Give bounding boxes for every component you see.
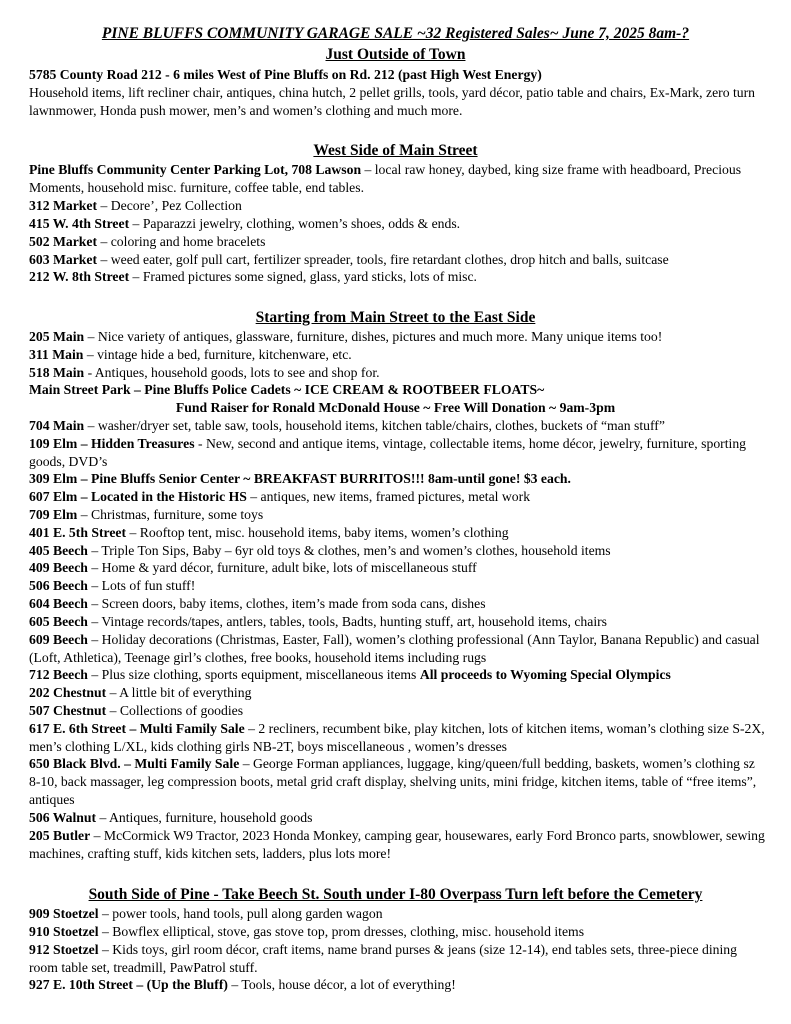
listing-address: 617 E. 6th Street – Multi Family Sale [29,721,245,736]
listing-address: 909 Stoetzel [29,906,99,921]
listing-address: 912 Stoetzel [29,942,99,957]
listing-entry [29,684,769,702]
listing-items: – Vintage records/tapes, antlers, tables, tools, Badts, hunting stuff, art, household items, chairs [87,614,608,629]
listing-address: 506 Beech [29,578,88,593]
listing-entry [29,631,769,667]
listing-address: 205 Main [29,329,85,344]
listing-address: 109 Elm – Hidden Treasures [29,436,195,451]
listing-items: – power tools, hand tools, pull along garden wagon [98,906,383,921]
listing-entry [29,941,769,977]
listing-entry [29,755,769,808]
listing-address: 609 Beech [29,632,88,647]
listing-entry [29,809,769,827]
listing-items: – Screen doors, baby items, clothes, item’s made from soda cans, dishes [87,596,486,611]
listing-address: 506 Walnut [29,810,97,825]
listing-entry [29,417,769,435]
listing-address: 927 E. 10th Street – (Up the Bluff) [29,977,228,992]
listing-items: - Antiques, household goods, lots to see and shop for. [84,365,380,380]
listing-entry [29,702,769,720]
listing-address: Pine Bluffs Community Center Parking Lot, 708 Lawson [29,162,362,177]
listing-entry [29,66,769,119]
listing-items: - New, second and antique items, vintage, collectable items, home décor, jewelry, furniture, sporting goods, DVD’s [29,436,747,469]
listing-items: – Kids toys, girl room décor, craft items, name brand purses & jeans (size 12-14), end tables sets, three-piece dining room table set, treadmill, PawPatrol stuff. [29,942,737,975]
listing-entry [29,720,769,756]
listing-items: – washer/dryer set, table saw, tools, household items, kitchen table/chairs, clothes, buckets of “man stuff” [84,418,665,433]
listing-entry [29,197,769,215]
listing-items: – Framed pictures some signed, glass, yard sticks, lots of misc. [129,269,477,284]
listing-address: 415 W. 4th Street [29,216,130,231]
listing-items: – A little bit of everything [106,685,252,700]
listing-entry [29,215,769,233]
listing-entry [29,233,769,251]
listing-entry [29,524,769,542]
listing-note: All proceeds to Wyoming Special Olympics [419,667,671,682]
listing-address: Main Street Park – Pine Bluffs Police Cadets ~ ICE CREAM & ROOTBEER FLOATS~ [29,382,545,397]
listing-items: – Paparazzi jewelry, clothing, women’s shoes, odds & ends. [129,216,461,231]
listing-entry [29,381,769,399]
listing-entry [29,328,769,346]
fundraiser-line [0,399,791,417]
listing-entry [29,905,769,923]
section-heading-outside-town: Just Outside of Town [325,46,466,63]
listing-entry [29,435,769,471]
section-heading-south-side: South Side of Pine - Take Beech St. South under I-80 Overpass Turn left before the Cemetery [88,886,703,903]
listing-address: 650 Black Blvd. – Multi Family Sale [29,756,240,771]
fundraiser-text: Fund Raiser for Ronald McDonald House ~ Free Will Donation ~ 9am-3pm [175,400,616,415]
listing-items: – Bowflex elliptical, stove, gas stove top, prom dresses, clothing, misc. household items [98,924,585,939]
listing-address: 401 E. 5th Street [29,525,127,540]
section-heading-west-side: West Side of Main Street [313,142,478,159]
listing-address: 409 Beech [29,560,88,575]
listing-items: – Antiques, furniture, household goods [96,810,313,825]
listing-items: – George Forman appliances, luggage, king/queen/full bedding, baskets, women’s clothing sz 8-10, back massager, leg compression boots, metal grid craft display, shelving units, mini fridge, kitchen items, table of “free items”, antiques [29,756,757,807]
listing-address: 607 Elm – Located in the Historic HS [29,489,247,504]
listing-items: – vintage hide a bed, furniture, kitchenware, etc. [83,347,352,362]
listing-items: – Christmas, furniture, some toys [77,507,264,522]
listing-entry [29,488,769,506]
listing-entry [29,923,769,941]
listing-items: – weed eater, golf pull cart, fertilizer spreader, tools, fire retardant clothes, drop hitch and balls, suitcase [97,252,669,267]
listing-items: – Home & yard décor, furniture, adult bike, lots of miscellaneous stuff [87,560,477,575]
listing-items: – 2 recliners, recumbent bike, play kitchen, lots of kitchen items, woman’s clothing size S-2X, men’s clothing L/XL, kids clothing girls NB-2T, boys miscellaneous , women’s dresses [29,721,765,754]
listing-items: – Plus size clothing, sports equipment, miscellaneous items [87,667,420,682]
listing-address: 202 Chestnut [29,685,107,700]
listing-entry [29,577,769,595]
listing-address: 604 Beech [29,596,88,611]
listing-items: – antiques, new items, framed pictures, metal work [246,489,531,504]
listing-entry [29,595,769,613]
listing-entry [29,161,769,197]
listing-entry [29,559,769,577]
listing-entry [29,268,769,286]
listing-address: 712 Beech [29,667,88,682]
listing-entry [29,251,769,269]
listing-entry [29,470,769,488]
listing-items: – Collections of goodies [106,703,244,718]
listing-entry [29,346,769,364]
listing-address: 405 Beech [29,543,88,558]
listing-items: – coloring and home bracelets [97,234,266,249]
listing-items: Household items, lift recliner chair, antiques, china hutch, 2 pellet grills, tools, yard décor, patio table and chairs, Ex-Mark, zero turn lawnmower, Honda push mower, men’s and women’s clothing and much more. [29,84,756,118]
listing-entry [29,506,769,524]
listing-address: 709 Elm [29,507,78,522]
listing-address: 507 Chestnut [29,703,107,718]
listing-address: 502 Market [29,234,98,249]
section-heading-east-side: Starting from Main Street to the East Side [255,309,536,326]
listing-address: 212 W. 8th Street [29,269,130,284]
listing-address: 518 Main [29,365,85,380]
listing-entry [29,976,769,994]
listing-entry [29,827,769,863]
listing-address: 5785 County Road 212 - 6 miles West of Pine Bluffs on Rd. 212 (past High West Energy) [29,67,542,82]
listing-items: – Triple Ton Sips, Baby – 6yr old toys & clothes, men’s and women’s clothes, household items [87,543,611,558]
listing-address: 309 Elm – Pine Bluffs Senior Center ~ BREAKFAST BURRITOS!!! 8am-until gone! $3 each. [29,471,571,486]
listing-entry [29,666,769,684]
listing-address: 603 Market [29,252,98,267]
listing-items: – local raw honey, daybed, king size frame with headboard, Precious Moments, household misc. furniture, coffee table, end tables. [29,162,742,195]
listing-items: – Lots of fun stuff! [87,578,196,593]
listing-address: 910 Stoetzel [29,924,99,939]
listing-items: – Decore’, Pez Collection [97,198,242,213]
listing-address: 312 Market [29,198,98,213]
listing-entry [29,613,769,631]
listing-items: – McCormick W9 Tractor, 2023 Honda Monkey, camping gear, housewares, early Ford Bronco parts, snowblower, sewing machines, crafting stuff, kids kitchen sets, ladders, plus lots more! [29,828,765,861]
listing-items: – Tools, house décor, a lot of everything! [227,977,456,992]
listing-address: 704 Main [29,418,85,433]
listing-address: 605 Beech [29,614,88,629]
listing-items: – Holiday decorations (Christmas, Easter, Fall), women’s clothing professional (Ann Taylor, Banana Republic) and casual (Loft, Athletica), Teenage girl’s clothes, free books, household items including rugs [29,632,760,665]
listing-address: 311 Main [29,347,84,362]
listing-entry [29,542,769,560]
listing-entry [29,364,769,382]
flyer-title: PINE BLUFFS COMMUNITY GARAGE SALE ~32 Registered Sales~ June 7, 2025 8am-? [101,25,690,42]
listing-address: 205 Butler [29,828,91,843]
listing-items: – Rooftop tent, misc. household items, baby items, women’s clothing [126,525,509,540]
listing-items: – Nice variety of antiques, glassware, furniture, dishes, pictures and much more. Many unique items too! [84,329,663,344]
